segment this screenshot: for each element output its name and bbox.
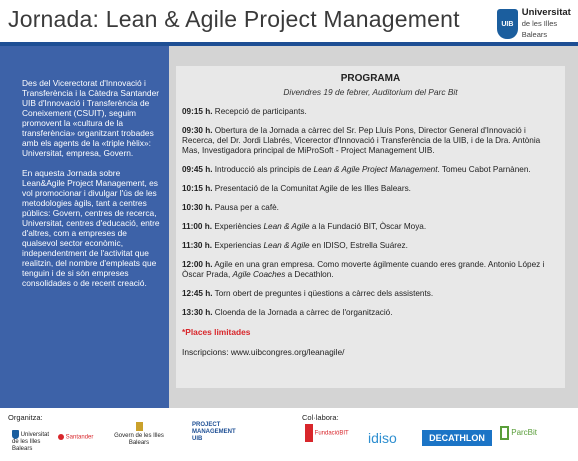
collabora-label: Col·labora: — [302, 413, 339, 422]
program-item — [182, 308, 559, 318]
program-item-text: Recepció de participants. — [214, 107, 307, 116]
program-item-emphasis: Lean & Agile Project Management — [313, 165, 438, 174]
program-item-text: Presentació de la Comunitat Agile de les Illes Balears. — [214, 184, 411, 193]
program-item-text: Cloenda de la Jornada a càrrec de l'organització. — [214, 308, 393, 317]
program-item-text-end: en IDISO, Estrella Suárez. — [309, 241, 408, 250]
intro-paragraph-2: En aquesta Jornada sobre Lean&Agile Project Management, es vol promocionar i divulgar l'ús de les metodologies àgils, tant a centres públics: Govern, centres de recerca, Universitat, centres d'educació, entre d'altres, com a empreses de qualsevol sector econòmic, independentment de l'activitat que realitzin, del nombre d'empleats que tenguin i de si són empreses consolidades o de recent creació. — [22, 168, 160, 288]
santander-logo: Santander — [58, 434, 104, 442]
decathlon-logo: DECATHLON — [422, 430, 492, 446]
program-item-text-end: . Tomeu Cabot Parnànen. — [437, 165, 531, 174]
uib-logo-subname: de les Illes Balears — [521, 19, 558, 39]
program-item — [182, 126, 559, 156]
program-item-emphasis: Agile Coaches — [232, 270, 286, 279]
program-item-text: Experiencias — [214, 241, 264, 250]
program-item-text: Experiències — [214, 222, 264, 231]
fundacio-bit-logo: FundacióBIT — [305, 424, 359, 442]
program-item-time: 10:15 h. — [182, 184, 213, 193]
program-list — [182, 107, 559, 318]
program-item — [182, 222, 559, 232]
uib-logo-name: Universitat — [521, 7, 571, 18]
program-item-time: 13:30 h. — [182, 308, 213, 317]
program-subheading: Divendres 19 de febrer, Auditorium del Parc Bit — [283, 87, 458, 97]
program-item — [182, 260, 559, 280]
program-item-time: 09:30 h. — [182, 126, 213, 135]
program-item-text: Pausa per a cafè. — [214, 203, 279, 212]
program-item-text-end: a Decathlon. — [285, 270, 334, 279]
footer — [0, 408, 578, 461]
organitza-label: Organitza: — [8, 413, 43, 422]
program-item-time: 12:00 h. — [182, 260, 213, 269]
program-item — [182, 165, 559, 175]
program-item — [182, 107, 559, 117]
program-panel — [169, 46, 578, 408]
idiso-logo: idiso — [368, 430, 397, 446]
parcbit-mark-icon — [500, 426, 509, 440]
uib-logo — [497, 6, 576, 42]
uib-crest-icon: UIB — [497, 9, 518, 39]
program-item-time: 11:30 h. — [182, 241, 213, 250]
intro-sidebar — [0, 46, 169, 408]
govern-logo: Govern de les Illes Balears — [110, 422, 168, 447]
program-item-text: Agile en una gran empresa. Como moverte ágilmente cuando eres grande. Antonio López i Òscar Prada, — [182, 260, 545, 279]
inscriptions-link[interactable]: Inscripcions: www.uibcongres.org/leanagile/ — [182, 347, 345, 357]
program-item-text: Introducció als principis de — [214, 165, 314, 174]
flame-icon — [58, 434, 64, 440]
places-limited-note: *Places limitades — [182, 327, 251, 337]
program-item-text: Torn obert de preguntes i qüestions a càrrec dels assistents. — [214, 289, 434, 298]
fundacio-bit-mark-icon — [305, 424, 313, 442]
program-item — [182, 241, 559, 251]
program-item-time: 12:45 h. — [182, 289, 213, 298]
program-item — [182, 184, 559, 194]
program-item-time: 10:30 h. — [182, 203, 213, 212]
program-item-time: 09:15 h. — [182, 107, 213, 116]
program-item-emphasis: Lean & Agile — [263, 222, 310, 231]
program-item — [182, 203, 559, 213]
project-management-uib-logo: PROJECT MANAGEMENT UIB — [192, 422, 236, 442]
intro-paragraph-1: Des del Vicerectorat d'Innovació i Transferència i la Càtedra Santander UIB d'Innovació i Transferència de Coneixement (CSUIT), seguim promovent la «cultura de la transferència» organitzant trobades amb els agents de la «triple hèlix»: Universitat, empresa, Govern. — [22, 78, 160, 158]
program-item-time: 09:45 h. — [182, 165, 213, 174]
program-card — [176, 66, 565, 388]
program-item — [182, 289, 559, 299]
parcbit-logo: ParcBit — [500, 426, 560, 440]
program-item-text: Obertura de la Jornada a càrrec del Sr. Pep Lluís Pons, Director General d'Innovació i Recerca, del Dr. Jordi Llabrés, Vicerector d'Innovació i Transferència de la UIB, i de la Dra. Antònia Mas, Investigadora principal de MiProSoft - Project Management UIB. — [182, 126, 541, 155]
program-heading: PROGRAMA — [340, 73, 401, 84]
page-title: Jornada: Lean & Agile Project Management — [8, 6, 460, 32]
uib-logo-text — [522, 8, 576, 40]
program-item-emphasis: Lean & Agile — [263, 241, 310, 250]
govern-shield-icon — [136, 422, 143, 431]
program-item-text-end: a la Fundació BIT, Òscar Moya. — [309, 222, 427, 231]
program-item-time: 11:00 h. — [182, 222, 213, 231]
uib-small-crest-icon — [12, 430, 19, 439]
uib-footer-logo: Universitat de les Illes Balears — [12, 430, 52, 453]
